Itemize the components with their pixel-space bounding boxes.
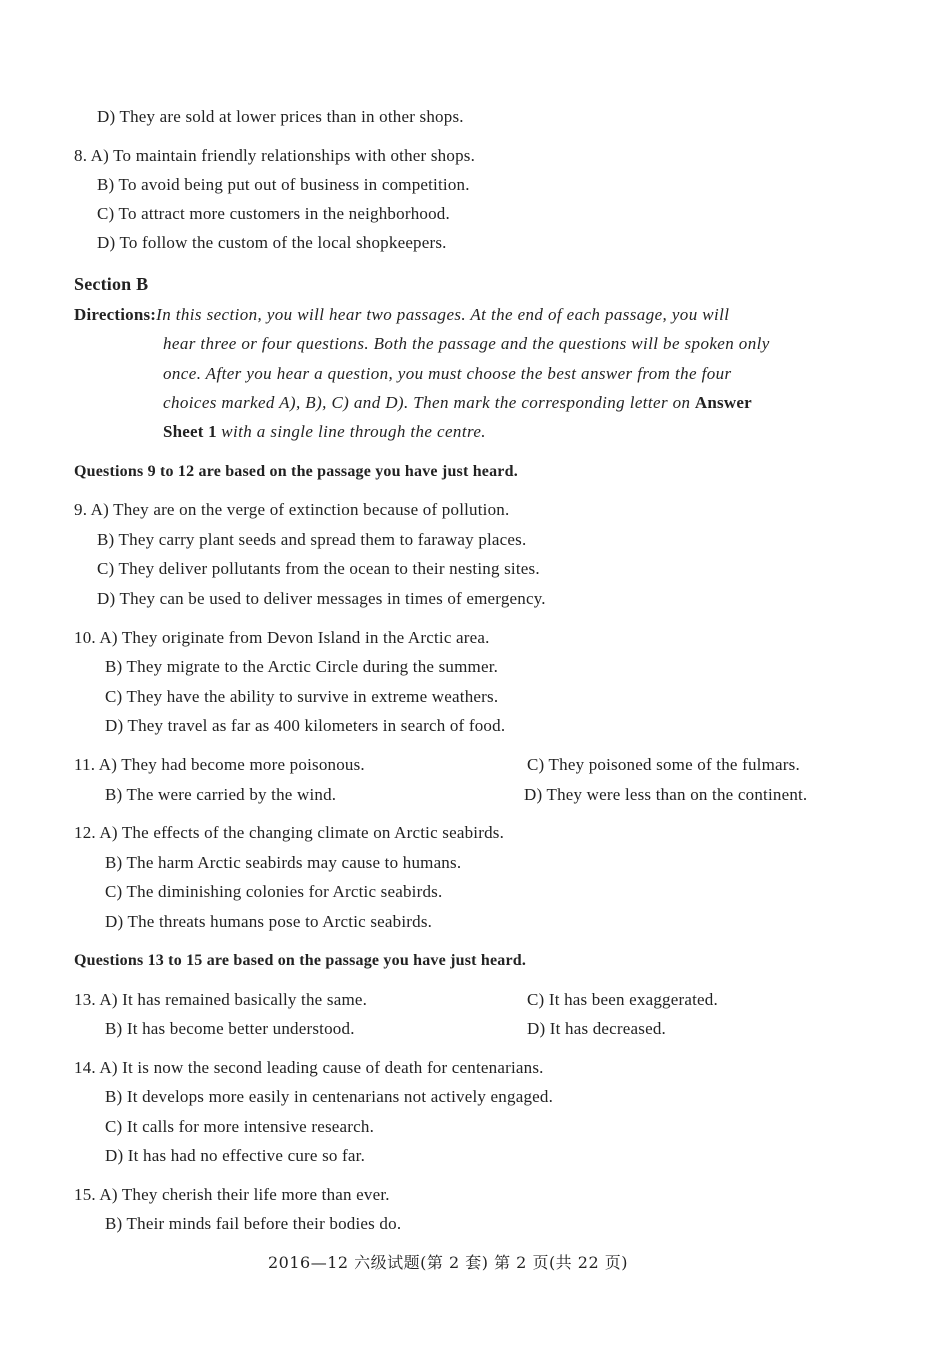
q14-option-a: 14. A) It is now the second leading cause of death for centenarians. bbox=[74, 1058, 544, 1077]
directions-line-4 bbox=[163, 392, 752, 414]
q9-option-a: 9. A) They are on the verge of extinction because of pollution. bbox=[74, 500, 510, 519]
directions-text-5: with a single line through the centre. bbox=[221, 422, 486, 441]
directions-text-4: choices marked A), B), C) and D). Then mark the corresponding letter on bbox=[163, 393, 691, 412]
q8-option-d: D) To follow the custom of the local shopkeepers. bbox=[97, 233, 447, 252]
q9-option-b: B) They carry plant seeds and spread them to faraway places. bbox=[97, 530, 527, 549]
q8-option-c: C) To attract more customers in the neighborhood. bbox=[97, 204, 450, 223]
sheet-bold: Sheet 1 bbox=[163, 422, 217, 441]
q7-option-d: D) They are sold at lower prices than in other shops. bbox=[97, 107, 464, 126]
q11-option-a: 11. A) They had become more poisonous. bbox=[74, 755, 365, 774]
q9-option-c: C) They deliver pollutants from the ocean to their nesting sites. bbox=[97, 559, 540, 578]
q14-option-c: C) It calls for more intensive research. bbox=[105, 1117, 375, 1136]
q11-option-b: B) The were carried by the wind. bbox=[105, 785, 337, 804]
q10-option-a: 10. A) They originate from Devon Island in the Arctic area. bbox=[74, 628, 490, 647]
group-2-heading: Questions 13 to 15 are based on the passage you have just heard. bbox=[74, 952, 527, 969]
q12-option-a: 12. A) The effects of the changing climate on Arctic seabirds. bbox=[74, 823, 505, 842]
q14-option-b: B) It develops more easily in centenarians not actively engaged. bbox=[105, 1087, 554, 1106]
q15-option-a: 15. A) They cherish their life more than ever. bbox=[74, 1185, 390, 1204]
q8-option-a: 8. A) To maintain friendly relationships with other shops. bbox=[74, 146, 476, 165]
directions-line-5 bbox=[163, 421, 486, 443]
q8-option-b: B) To avoid being put out of business in competition. bbox=[97, 175, 470, 194]
section-b-title: Section B bbox=[74, 274, 149, 294]
q12-option-c: C) The diminishing colonies for Arctic seabirds. bbox=[105, 882, 443, 901]
directions-label: Directions: bbox=[74, 305, 157, 324]
q10-option-c: C) They have the ability to survive in extreme weathers. bbox=[105, 687, 499, 706]
q13-option-a: 13. A) It has remained basically the same. bbox=[74, 990, 368, 1009]
q10-option-d: D) They travel as far as 400 kilometers in search of food. bbox=[105, 716, 506, 735]
page-footer: 2016—12 六级试题(第 2 套) 第 2 页(共 22 页) bbox=[268, 1253, 628, 1272]
directions-text-1: In this section, you will hear two passages. At the end of each passage, you will bbox=[156, 305, 730, 324]
q15-option-b: B) Their minds fail before their bodies do. bbox=[105, 1214, 402, 1233]
q10-option-b: B) They migrate to the Arctic Circle during the summer. bbox=[105, 657, 499, 676]
q14-option-d: D) It has had no effective cure so far. bbox=[105, 1146, 366, 1165]
answer-bold: Answer bbox=[694, 393, 752, 412]
q13-option-c: C) It has been exaggerated. bbox=[527, 990, 718, 1009]
directions-line-2: hear three or four questions. Both the passage and the questions will be spoken only bbox=[163, 334, 770, 353]
q11-option-d: D) They were less than on the continent. bbox=[524, 785, 808, 804]
q11-option-c: C) They poisoned some of the fulmars. bbox=[527, 755, 800, 774]
directions-line-3: once. After you hear a question, you must choose the best answer from the four bbox=[163, 364, 732, 383]
q13-option-b: B) It has become better understood. bbox=[105, 1019, 355, 1038]
group-1-heading: Questions 9 to 12 are based on the passage you have just heard. bbox=[74, 463, 518, 480]
q12-option-b: B) The harm Arctic seabirds may cause to humans. bbox=[105, 853, 462, 872]
q13-option-d: D) It has decreased. bbox=[527, 1019, 666, 1038]
q12-option-d: D) The threats humans pose to Arctic seabirds. bbox=[105, 912, 433, 931]
q9-option-d: D) They can be used to deliver messages in times of emergency. bbox=[97, 589, 546, 608]
directions-line-1 bbox=[74, 304, 729, 326]
